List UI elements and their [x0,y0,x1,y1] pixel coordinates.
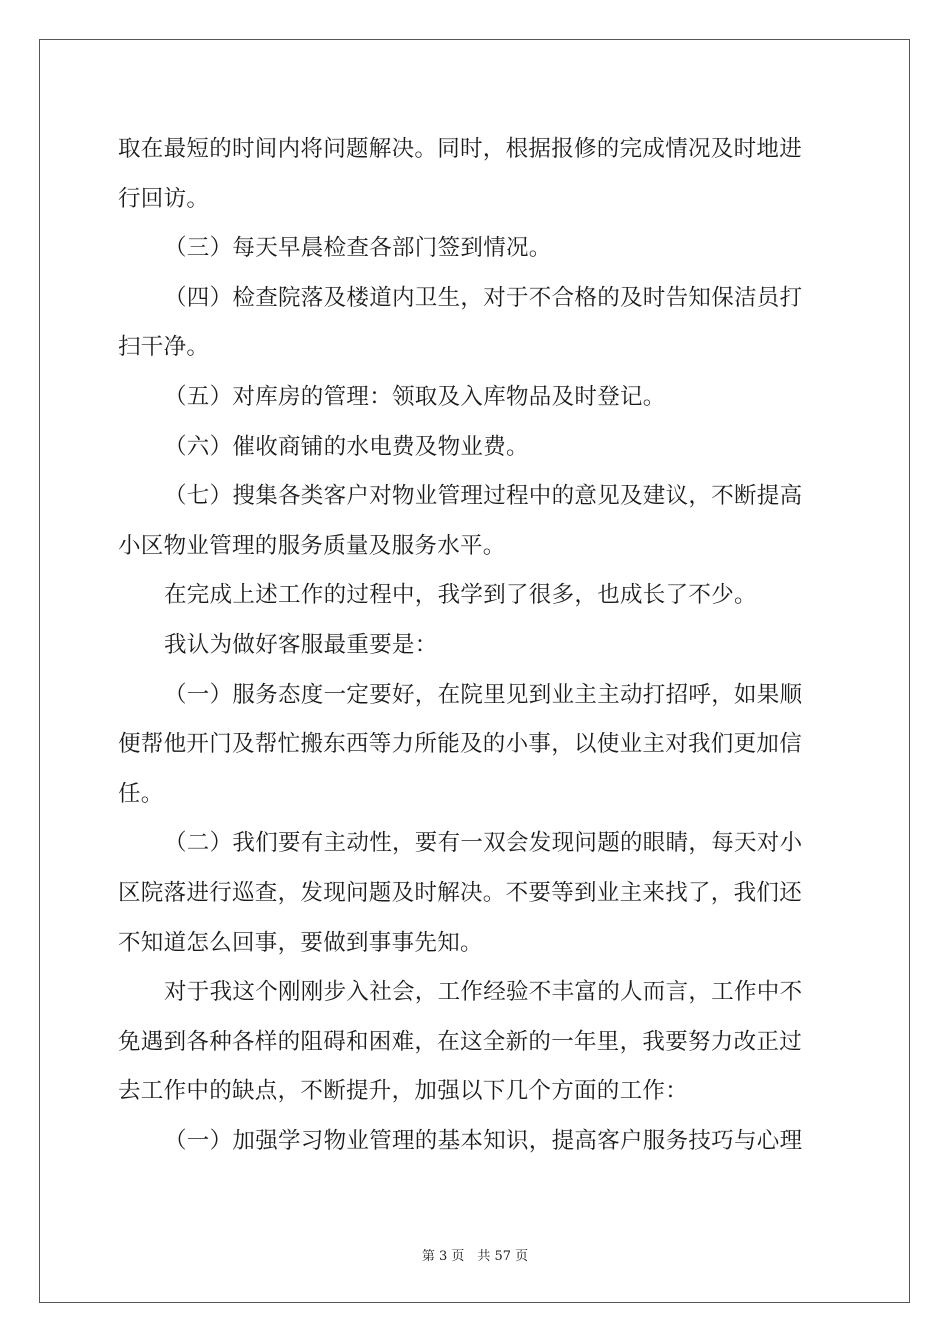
text-line: 任。 [118,780,164,807]
document-body [118,125,834,1166]
text-line: 便帮他开门及帮忙搬东西等力所能及的小事，以使业主对我们更加信 [118,731,803,758]
text-line: （二）我们要有主动性，要有一双会发现问题的眼睛，每天对小 [164,830,803,857]
text-line: （四）检查院落及楼道内卫生，对于不合格的及时告知保洁员打 [164,284,803,311]
text-line: （六）催收商铺的水电费及物业费。 [164,433,529,460]
text-line: （一）服务态度一定要好，在院里见到业主主动打招呼，如果顺 [164,681,803,708]
text-line: 在完成上述工作的过程中，我学到了很多，也成长了不少。 [164,582,757,609]
text-line: 免遇到各种各样的阻碍和困难，在这全新的一年里，我要努力改正过 [118,1028,803,1055]
text-line: 我认为做好客服最重要是： [164,631,438,658]
text-line: 区院落进行巡查，发现问题及时解决。不要等到业主来找了，我们还 [118,879,803,906]
text-line: 扫干净。 [118,334,210,361]
text-line: 不知道怎么回事，要做到事事先知。 [118,929,483,956]
text-line: 小区物业管理的服务质量及服务水平。 [118,532,506,559]
text-line: （三）每天早晨检查各部门签到情况。 [164,235,552,262]
text-line: 去工作中的缺点，不断提升，加强以下几个方面的工作： [118,1078,689,1105]
text-line: 取在最短的时间内将问题解决。同时，根据报修的完成情况及时地进 [118,136,803,162]
text-line: （七）搜集各类客户对物业管理过程中的意见及建议，不断提高 [164,483,803,510]
text-line: 行回访。 [118,185,210,212]
text-line: 对于我这个刚刚步入社会，工作经验不丰富的人而言，工作中不 [164,979,803,1006]
text-line: （五）对库房的管理：领取及入库物品及时登记。 [164,383,666,410]
page-number-footer: 第 3 页 共 57 页 [421,1249,529,1264]
text-line: （一）加强学习物业管理的基本知识，提高客户服务技巧与心理 [164,1127,803,1154]
